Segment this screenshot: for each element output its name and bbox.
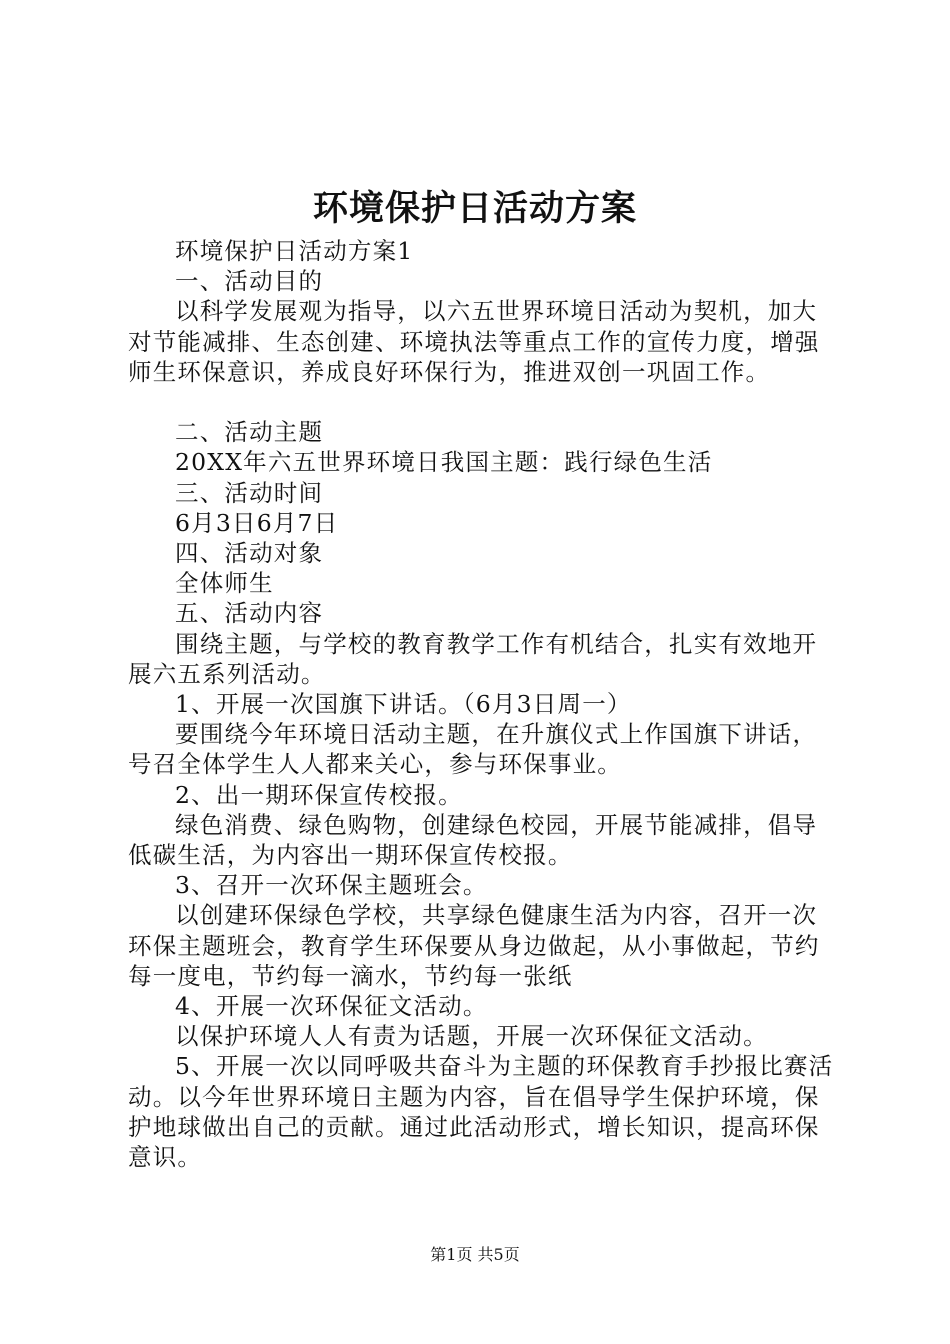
list-item-3-body: 以创建环保绿色学校，共享绿色健康生活为内容，召开一次环保主题班会，教育学生环保要从身边做起，从小事做起，节约每一度电，节约每一滴水，节约每一张纸 [128,901,820,990]
section-heading-time: 三、活动时间 [175,478,324,507]
list-item-2-body: 绿色消费、绿色购物，创建绿色校园，开展节能减排，倡导低碳生活，为内容出一期环保宣传校报。 [128,810,818,870]
document-body [128,236,840,1172]
paragraph-time: 6月3日6月7日 [175,508,339,537]
paragraph-content-intro: 围绕主题，与学校的教育教学工作有机结合，扎实有效地开展六五系列活动。 [128,629,818,688]
section-heading-audience: 四、活动对象 [175,539,324,568]
list-item-2-heading: 2、出一期环保宣传校报。 [175,780,463,809]
document-title: 环境保护日活动方案 [312,188,637,229]
list-item-3-heading: 3、召开一次环保主题班会。 [175,871,488,900]
page-footer: 第1页 共5页 [430,1245,520,1264]
paragraph-audience: 全体师生 [175,569,274,598]
list-item-1-body: 要围绕今年环境日活动主题，在升旗仪式上作国旗下讲话，号召全体学生人人都来关心，参与环保事业。 [128,720,818,779]
paragraph-purpose: 以科学发展观为指导，以六五世界环境日活动为契机，加大对节能减排、生态创建、环境执法等重点工作的宣传力度，增强师生环保意识，养成良好环保行为，推进双创一巩固工作。 [128,297,820,386]
list-item-4-body: 以保护环境人人有责为话题，开展一次环保征文活动。 [175,1022,768,1051]
paragraph-theme: 20XX年六五世界环境日我国主题：践行绿色生活 [175,448,713,477]
section-heading-purpose: 一、活动目的 [175,267,324,296]
blank-line [128,387,840,417]
list-item-5-body: 5、开展一次以同呼吸共奋斗为主题的环保教育手抄报比赛活动。以今年世界环境日主题为内容，旨在倡导学生保护环境，保护地球做出自己的贡献。通过此活动形式，增长知识，提高环保意识。 [128,1052,834,1172]
list-item-4-heading: 4、开展一次环保征文活动。 [175,992,488,1021]
section-heading-theme: 二、活动主题 [175,418,324,447]
list-item-1-heading: 1、开展一次国旗下讲话。（6月3日周一） [175,690,632,719]
paragraph-plan-heading: 环境保护日活动方案1 [175,237,414,265]
section-heading-content: 五、活动内容 [175,599,324,628]
